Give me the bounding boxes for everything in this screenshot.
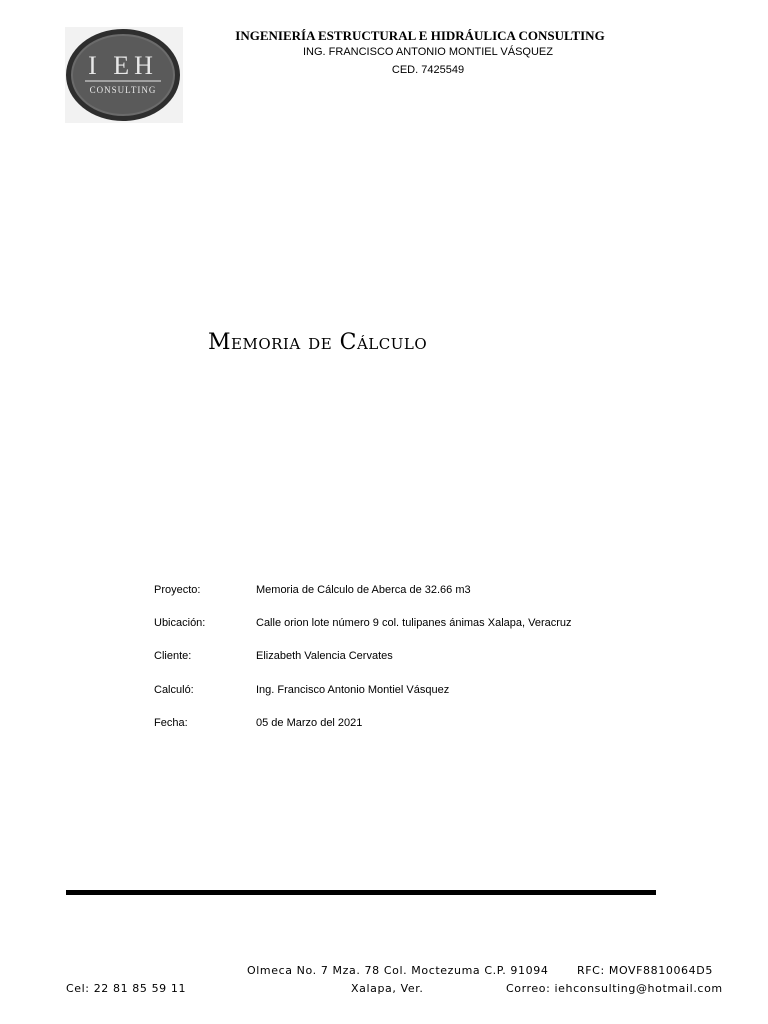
date-label: Fecha: [154, 717, 188, 729]
calculated-by-label: Calculó: [154, 684, 194, 696]
footer-phone: Cel: 22 81 85 59 11 [66, 982, 187, 995]
footer-city: Xalapa, Ver. [351, 982, 424, 995]
logo-subtitle: CONSULTING [89, 85, 157, 95]
project-label: Proyecto: [154, 584, 201, 596]
footer-address: Olmeca No. 7 Mza. 78 Col. Moctezuma C.P. 91094 [247, 964, 549, 977]
client-value: Elizabeth Valencia Cervates [256, 650, 393, 662]
company-name: INGENIERÍA ESTRUCTURAL E HIDRÁULICA CONSULTING [235, 28, 605, 43]
footer-divider [66, 890, 656, 895]
engineer-name: ING. FRANCISCO ANTONIO MONTIEL VÁSQUEZ [303, 46, 553, 58]
location-label: Ubicación: [154, 617, 206, 629]
calculated-by-value: Ing. Francisco Antonio Montiel Vásquez [256, 684, 450, 696]
location-value: Calle orion lote número 9 col. tulipanes ánimas Xalapa, Veracruz [256, 617, 572, 629]
client-label: Cliente: [154, 650, 192, 662]
professional-license: CED. 7425549 [391, 64, 465, 76]
document-title: Memoria de Cálculo [208, 330, 428, 355]
footer-rfc: RFC: MOVF8810064D5 [577, 964, 713, 977]
date-value: 05 de Marzo del 2021 [256, 717, 363, 729]
logo-letters: I EH [88, 51, 158, 80]
company-logo [65, 27, 183, 123]
project-value: Memoria de Cálculo de Aberca de 32.66 m3 [256, 584, 471, 596]
footer-email: Correo: iehconsulting@hotmail.com [506, 982, 723, 995]
